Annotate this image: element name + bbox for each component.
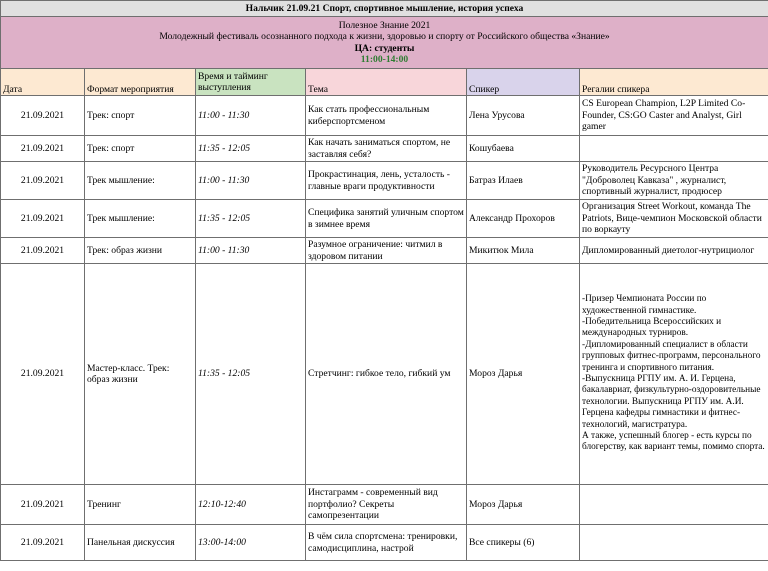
cell-speaker[interactable]: Все спикеры (6) <box>467 525 580 561</box>
cell-date[interactable]: 21.09.2021 <box>1 136 85 162</box>
cell-speaker[interactable]: Лена Урусова <box>467 96 580 136</box>
header-regalia[interactable]: Регалии спикера <box>580 69 768 96</box>
cell-regalia[interactable]: Руководитель Ресурсного Центра "Доброволец Кавказа" , журналист, спортивный журналист, продюсер <box>580 162 768 200</box>
cell-date[interactable]: 21.09.2021 <box>1 162 85 200</box>
event-time: 11:00-14:00 <box>360 53 409 65</box>
cell-speaker[interactable]: Кошубаева <box>467 136 580 162</box>
cell-format[interactable]: Трек мышление: <box>85 162 196 200</box>
cell-regalia[interactable]: CS European Champion, L2P Limited Co-Founder, CS:GO Caster and Analyst, Girl gamer <box>580 96 768 136</box>
cell-speaker[interactable]: Батраз Илаев <box>467 162 580 200</box>
cell-regalia[interactable] <box>580 485 768 525</box>
cell-topic[interactable]: Разумное ограничение: читмил в здоровом питании <box>306 238 467 264</box>
cell-format[interactable]: Трек: образ жизни <box>85 238 196 264</box>
cell-time[interactable]: 11:35 - 12:05 <box>196 264 306 485</box>
cell-regalia[interactable]: Дипломированный диетолог-нутрициолог <box>580 238 768 264</box>
cell-topic[interactable]: Как стать профессиональным киберспортсменом <box>306 96 467 136</box>
sheet-title[interactable]: Нальчик 21.09.21 Спорт, спортивное мышление, история успеха <box>1 1 768 17</box>
header-row <box>1 69 768 96</box>
cell-topic[interactable]: Специфика занятий уличным спортом в зимнее время <box>306 200 467 238</box>
table-row <box>1 525 768 561</box>
cell-format[interactable]: Трек мышление: <box>85 200 196 238</box>
cell-time[interactable]: 11:35 - 12:05 <box>196 200 306 238</box>
cell-time[interactable]: 11:00 - 11:30 <box>196 238 306 264</box>
event-row <box>1 17 768 69</box>
table-row <box>1 264 768 485</box>
table-row <box>1 238 768 264</box>
cell-speaker[interactable]: Александр Прохоров <box>467 200 580 238</box>
cell-format[interactable]: Панельная дискуссия <box>85 525 196 561</box>
title-row <box>1 1 768 17</box>
event-info-cell[interactable] <box>1 17 768 69</box>
cell-regalia[interactable]: Организация Street Workout, команда The Patriots, Вице-чемпион Московской области по воркауту <box>580 200 768 238</box>
cell-format[interactable]: Мастер-класс. Трек: образ жизни <box>85 264 196 485</box>
cell-date[interactable]: 21.09.2021 <box>1 96 85 136</box>
cell-format[interactable]: Тренинг <box>85 485 196 525</box>
cell-date[interactable]: 21.09.2021 <box>1 264 85 485</box>
table-row <box>1 200 768 238</box>
cell-date[interactable]: 21.09.2021 <box>1 200 85 238</box>
cell-topic[interactable]: Инстаграмм - современный вид портфолио? Секреты самопрезентации <box>306 485 467 525</box>
event-name: Полезное Знание 2021 <box>338 19 431 31</box>
cell-date[interactable]: 21.09.2021 <box>1 525 85 561</box>
table-row <box>1 136 768 162</box>
table-row <box>1 485 768 525</box>
cell-date[interactable]: 21.09.2021 <box>1 485 85 525</box>
cell-speaker[interactable]: Микитюк Мила <box>467 238 580 264</box>
cell-regalia[interactable]: -Призер Чемпионата России по художественной гимнастике. -Победительница Всероссийских и международных турниров. -Дипломированный специалист в области групповых фитнес-программ, персонального тренинга и спортивного питания. -Выпускница РГПУ им. А. И. Герцена, бакалавриат, физкультурно-оздоровительные технологии. Выпускница РГПУ им. А.И. Герцена кафедры гимнастики и фитнес-технологий, магистратура. А также, успешный блогер - есть курсы по блогерству, как вариант темы, помимо спорта. <box>580 264 768 485</box>
event-description: Молодежный фестиваль осознанного подхода к жизни, здоровью и спорту от Российского общества «Знание» <box>159 31 610 43</box>
cell-topic[interactable]: Как начать заниматься спортом, не заставляя себя? <box>306 136 467 162</box>
cell-date[interactable]: 21.09.2021 <box>1 238 85 264</box>
event-audience: ЦА: студенты <box>354 42 415 54</box>
cell-speaker[interactable]: Мороз Дарья <box>467 485 580 525</box>
cell-time[interactable]: 11:00 - 11:30 <box>196 162 306 200</box>
cell-time[interactable]: 13:00-14:00 <box>196 525 306 561</box>
cell-time[interactable]: 12:10-12:40 <box>196 485 306 525</box>
cell-regalia[interactable] <box>580 136 768 162</box>
header-date[interactable]: Дата <box>1 69 85 96</box>
table-row <box>1 96 768 136</box>
header-format[interactable]: Формат мероприятия <box>85 69 196 96</box>
cell-format[interactable]: Трек: спорт <box>85 96 196 136</box>
cell-time[interactable]: 11:35 - 12:05 <box>196 136 306 162</box>
header-topic[interactable]: Тема <box>306 69 467 96</box>
cell-topic[interactable]: В чём сила спортсмена: тренировки, самодисциплина, настрой <box>306 525 467 561</box>
table-row <box>1 162 768 200</box>
cell-speaker[interactable]: Мороз Дарья <box>467 264 580 485</box>
cell-topic[interactable]: Стретчинг: гибкое тело, гибкий ум <box>306 264 467 485</box>
header-speaker[interactable]: Спикер <box>467 69 580 96</box>
cell-regalia[interactable] <box>580 525 768 561</box>
header-time[interactable]: Время и тайминг выступления <box>196 69 306 96</box>
cell-topic[interactable]: Прокрастинация, лень, усталость - главные враги продуктивности <box>306 162 467 200</box>
cell-format[interactable]: Трек: спорт <box>85 136 196 162</box>
cell-time[interactable]: 11:00 - 11:30 <box>196 96 306 136</box>
